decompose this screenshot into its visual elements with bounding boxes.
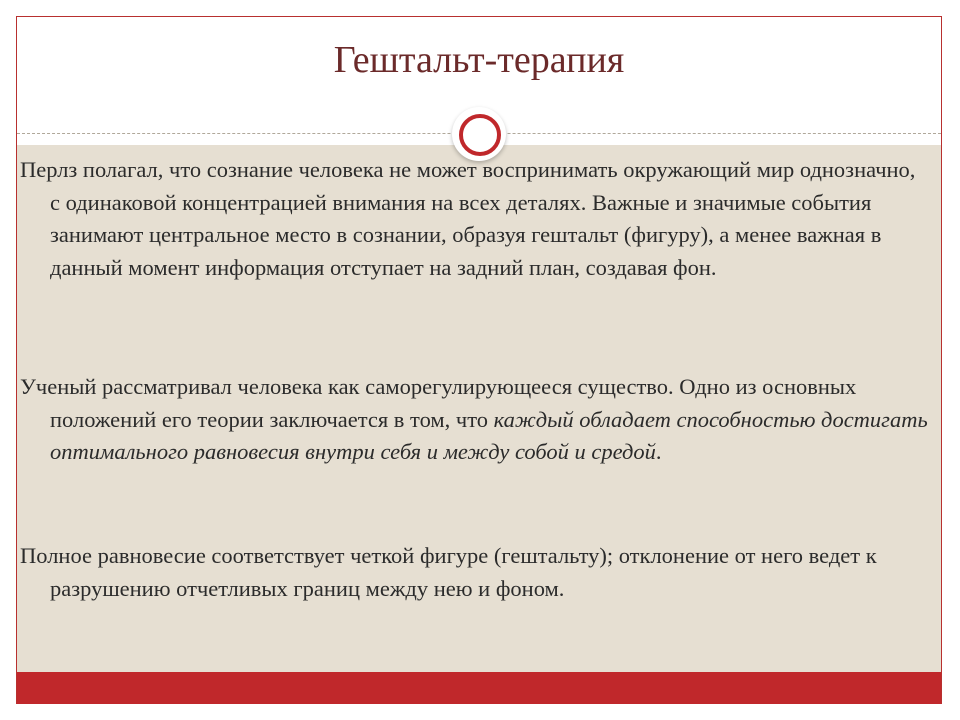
slide-frame	[16, 16, 942, 704]
paragraph-self-regulation-end: .	[655, 439, 662, 464]
slide-title: Гештальт-терапия	[333, 39, 625, 81]
paragraph-perls-text: Перлз полагал, что сознание человека не может воспринимать окружающий мир однозначно, с одинаковой концентрацией внимания на всех деталях. Важные и значимые события занимают центральное место в сознании, образуя гештальт (фигуру), а менее важная в данный момент информация отступает на задний план, создавая фон.	[20, 157, 916, 280]
paragraph-self-regulation-text: Ученый рассматривал человека как саморегулирующееся существо. Одно из основных положений его теории заключается в том, что	[20, 374, 857, 432]
paragraph-equilibrium-text: Полное равновесие соответствует четкой фигуре (гештальту); отклонение от него ведет к разрушению отчетливых границ между нею и фоном.	[20, 543, 877, 601]
paragraph-self-regulation-emphasis: каждый обладает способностью достигать оптимального равновесия внутри себя и между собой и средой	[50, 406, 928, 464]
